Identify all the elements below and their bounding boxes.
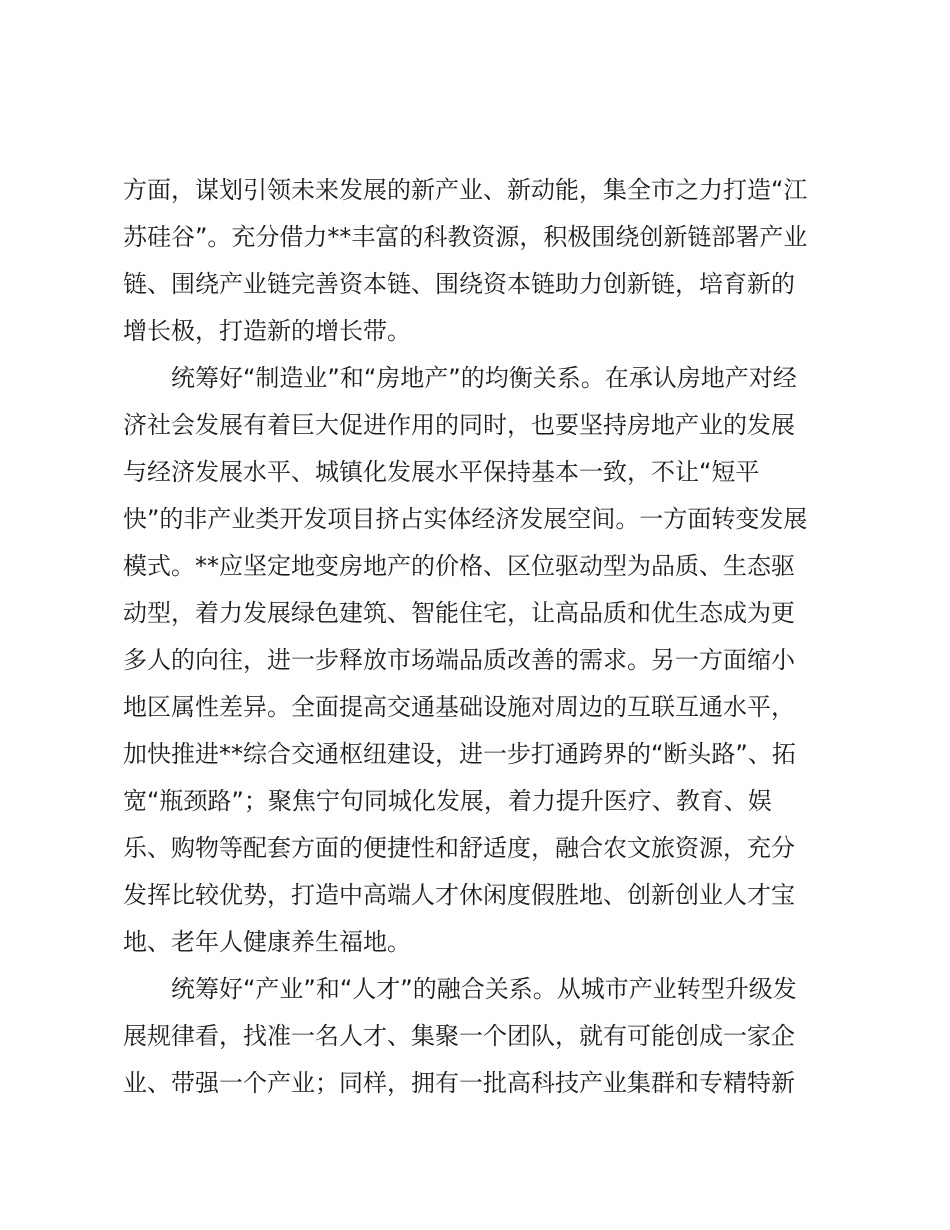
text-line: 业、带强一个产业；同样，拥有一批高科技产业集群和专精特新 [123,1069,795,1097]
text-line: 与经济发展水平、城镇化发展水平保持基本一致，不让“短平 [123,458,760,486]
text-line: 发挥比较优势，打造中高端人才休闲度假胜地、创新创业人才宝 [123,881,795,909]
text-line: 模式。**应坚定地变房地产的价格、区位驱动型为品质、生态驱 [123,552,795,580]
text-line: 多人的向往，进一步释放市场端品质改善的需求。另一方面缩小 [123,646,795,674]
text-line: 苏硅谷”。充分借力**丰富的科教资源，积极围绕创新链部署产业 [123,223,808,251]
text-line: 宽“瓶颈路”；聚焦宁句同城化发展，着力提升医疗、教育、娱 [123,787,772,815]
text-line: 地、老年人健康养生福地。 [123,928,411,956]
text-line: 加快推进**综合交通枢纽建设，进一步打通跨界的“断头路”、拓 [123,740,796,768]
text-line: 展规律看，找准一名人才、集聚一个团队，就有可能创成一家企 [123,1022,795,1050]
text-line: 增长极，打造新的增长带。 [123,317,411,345]
text-line: 方面，谋划引领未来发展的新产业、新动能，集全市之力打造“江 [123,176,808,204]
text-line: 济社会发展有着巨大促进作用的同时，也要坚持房地产业的发展 [123,411,795,439]
text-line: 乐、购物等配套方面的便捷性和舒适度，融合农文旅资源，充分 [123,834,795,862]
text-line: 地区属性差异。全面提高交通基础设施对周边的互联互通水平， [123,693,795,721]
text-line: 快”的非产业类开发项目挤占实体经济发展空间。一方面转变发展 [123,505,808,533]
text-line: 链、围绕产业链完善资本链、围绕资本链助力创新链，培育新的 [123,270,795,298]
document-body [123,167,843,1107]
paragraph-first-line: 统筹好“制造业”和“房地产”的均衡关系。在承认房地产对经 [171,364,797,392]
paragraph-first-line: 统筹好“产业”和“人才”的融合关系。从城市产业转型升级发 [171,975,797,1003]
text-line: 动型，着力发展绿色建筑、智能住宅，让高品质和优生态成为更 [123,599,795,627]
